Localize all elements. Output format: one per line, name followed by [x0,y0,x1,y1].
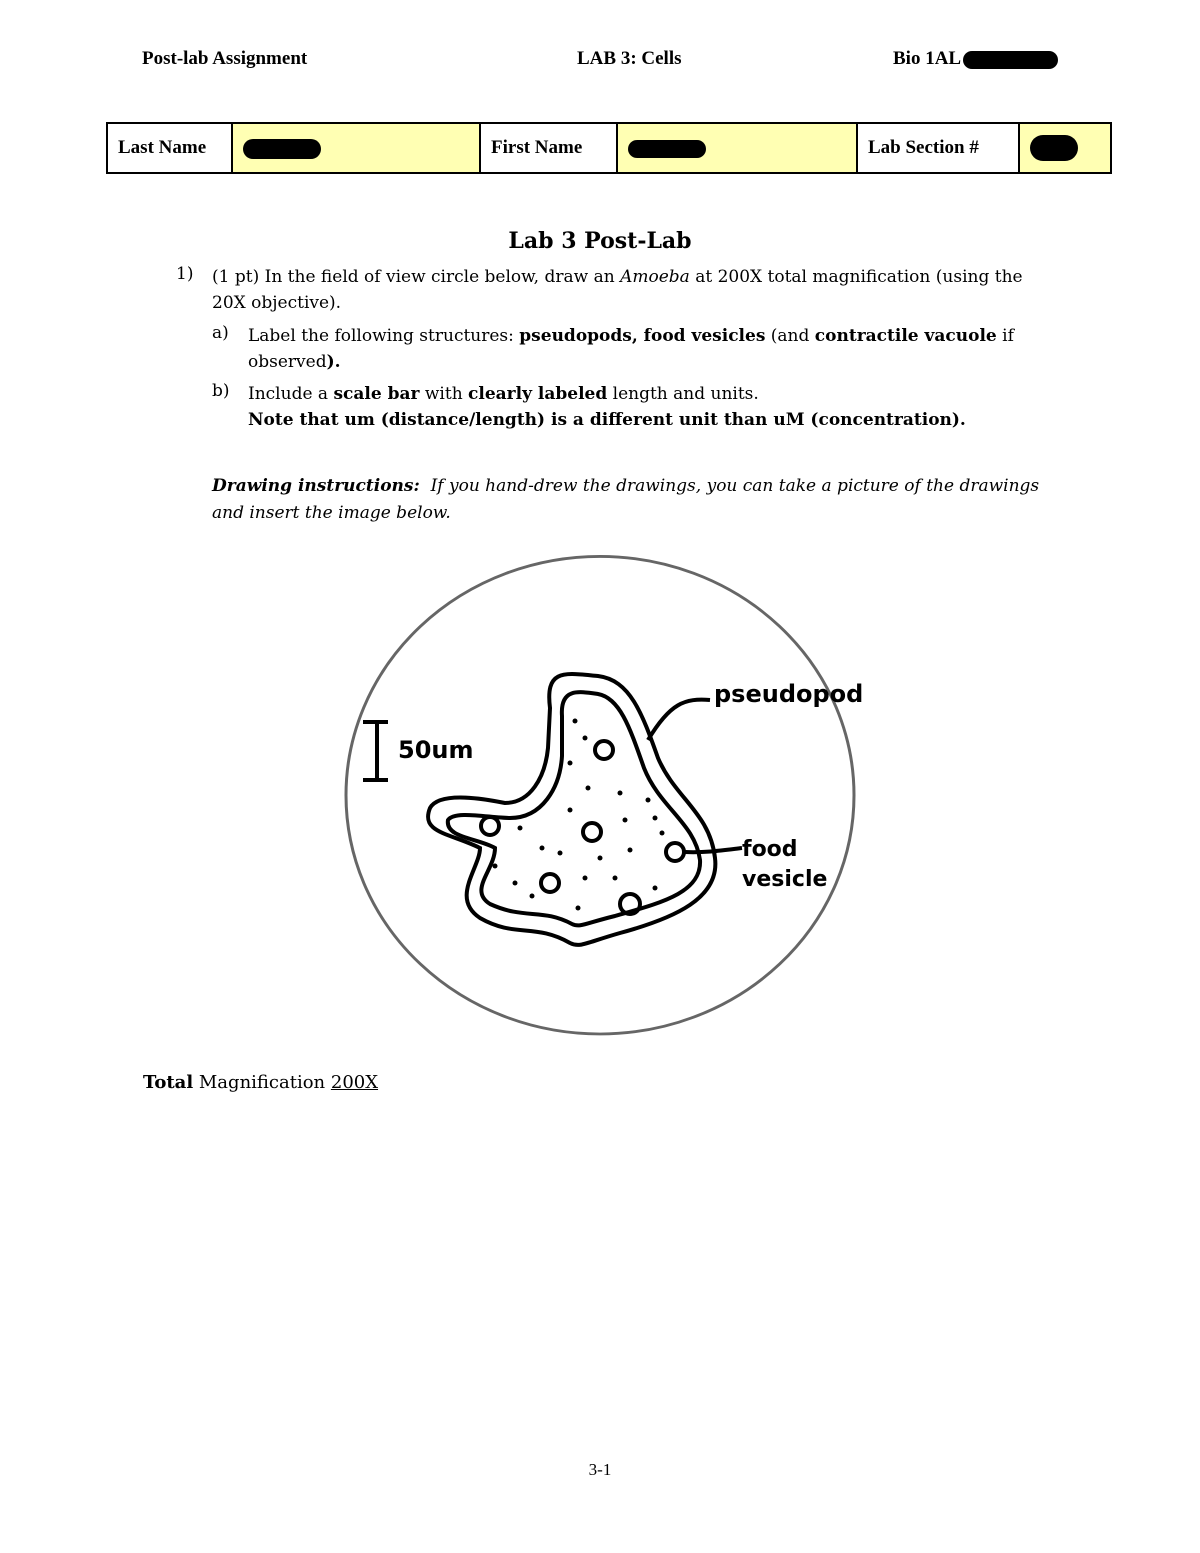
amoeba-inner-membrane [448,692,700,925]
unit-note: Note that um (distance/length) is a different unit than uM (concentration). [248,410,966,430]
redacted-mark [243,139,321,159]
field-of-view-drawing [330,548,870,1048]
item-b-text: Include a scale bar with clearly labeled length and units. Note that um (distance/length) is a different unit than uM (concentration). [248,384,966,430]
question-text: (1 pt) In the field of view circle below, draw an Amoeba at 200X total magnification (using the 20X objective). [212,267,1023,313]
page-title: Lab 3 Post-Lab [508,228,692,254]
first-name-label: First Name [480,123,617,173]
last-name-label: Last Name [107,123,232,173]
food-label-line2: vesicle [742,867,828,892]
lab-section-field[interactable] [1019,123,1111,173]
header-center: LAB 3: Cells [577,48,682,69]
lab-section-label: Lab Section # [857,123,1019,173]
page-number: 3-1 [588,1460,612,1479]
name-table [106,122,1112,174]
header-right [893,48,1058,70]
pseudopod-label: pseudopod [714,680,864,708]
last-name-field[interactable] [232,123,480,173]
item-a-text: Label the following structures: pseudopods, food vesicles (and contractile vacuole if observed). [248,326,1014,372]
redacted-mark [963,51,1058,69]
food-label-line1: food [742,837,798,862]
pseudopod-leader-line [648,700,710,740]
header-course: Bio 1AL [893,48,962,69]
question-number: 1) [176,264,194,284]
total-magnification: Total Magnification 200X [143,1072,379,1093]
scale-bar [363,722,388,780]
field-of-view-circle [346,556,854,1034]
item-a-marker: a) [212,323,229,343]
redacted-mark [1030,135,1078,161]
scale-bar-label: 50um [398,736,474,764]
first-name-field[interactable] [617,123,857,173]
magnification-value: 200X [330,1072,379,1093]
item-b-marker: b) [212,381,230,401]
drawing-instructions: Drawing instructions: If you hand-drew the drawings, you can take a picture of the drawings and insert the image below. [212,476,1040,523]
header-left: Post-lab Assignment [142,48,308,69]
redacted-mark [628,140,706,158]
